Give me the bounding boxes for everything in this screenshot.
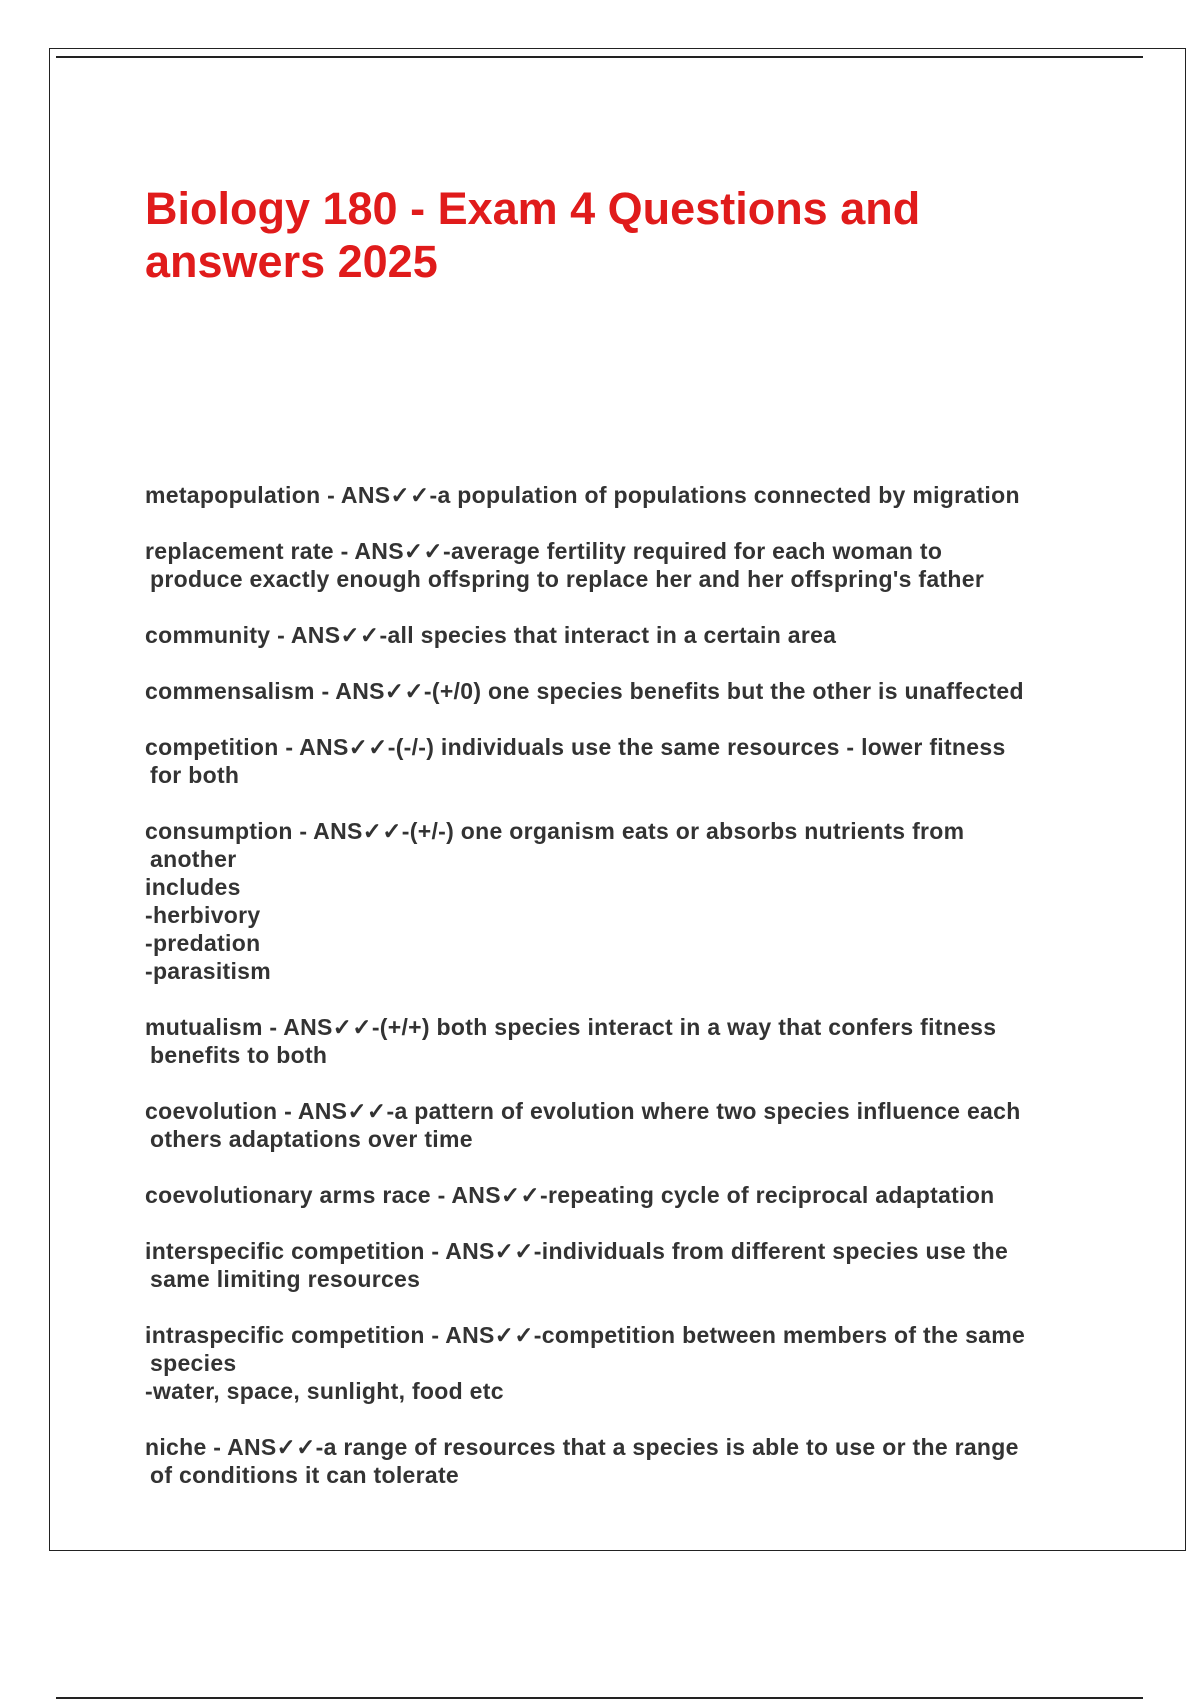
answer-marker: - ANS✓✓- bbox=[430, 1182, 548, 1208]
entry-definition: average fertility required for each woman to bbox=[450, 538, 943, 564]
entry-term: niche bbox=[145, 1434, 207, 1460]
entry-first-line bbox=[145, 817, 1095, 845]
entry-definition: repeating cycle of reciprocal adaptation bbox=[547, 1182, 995, 1208]
answer-marker: - ANS✓✓- bbox=[206, 1434, 324, 1460]
entry-list-line: -predation bbox=[145, 930, 261, 956]
answer-marker: - ANS✓✓- bbox=[292, 818, 410, 844]
entry-term: commensalism bbox=[145, 678, 315, 704]
answer-marker: - ANS✓✓- bbox=[424, 1322, 542, 1348]
answer-marker: - ANS✓✓- bbox=[314, 678, 432, 704]
entry-definition: (+/-) one organism eats or absorbs nutrients from bbox=[409, 818, 965, 844]
entry-definition: a pattern of evolution where two species influence each bbox=[394, 1098, 1021, 1124]
entry-first-line bbox=[145, 1321, 1095, 1349]
entry-first-line bbox=[145, 537, 1095, 565]
entry-definition-continued: of conditions it can tolerate bbox=[150, 1462, 460, 1488]
entry-term: mutualism bbox=[145, 1014, 263, 1040]
entry-definition: (+/0) one species benefits but the other is unaffected bbox=[431, 678, 1024, 704]
entry-first-line bbox=[145, 481, 1095, 509]
answer-marker: - ANS✓✓- bbox=[424, 1238, 542, 1264]
answer-marker: - ANS✓✓- bbox=[333, 538, 451, 564]
entry-definition-continued: benefits to both bbox=[150, 1042, 328, 1068]
qa-entry bbox=[145, 1237, 1095, 1293]
answer-marker: - ANS✓✓- bbox=[277, 1098, 395, 1124]
answer-marker: - ANS✓✓- bbox=[270, 622, 388, 648]
entry-first-line bbox=[145, 621, 1095, 649]
title-line-2: answers 2025 bbox=[145, 236, 438, 287]
qa-entry bbox=[145, 817, 1095, 985]
entry-first-line bbox=[145, 1097, 1095, 1125]
document-title bbox=[145, 182, 1045, 288]
answer-marker: - ANS✓✓- bbox=[278, 734, 396, 760]
entry-list-line: -parasitism bbox=[145, 958, 272, 984]
entry-term: community bbox=[145, 622, 271, 648]
entry-definition-continued: others adaptations over time bbox=[150, 1126, 473, 1152]
entry-first-line bbox=[145, 1433, 1095, 1461]
entry-definition: competition between members of the same bbox=[541, 1322, 1026, 1348]
entry-definition-continued: same limiting resources bbox=[150, 1266, 421, 1292]
qa-entry bbox=[145, 1181, 1095, 1209]
entry-definition: a population of populations connected by migration bbox=[437, 482, 1020, 508]
qa-entry bbox=[145, 1097, 1095, 1153]
entry-definition: all species that interact in a certain area bbox=[387, 622, 837, 648]
entry-first-line bbox=[145, 733, 1095, 761]
qa-entry bbox=[145, 481, 1095, 509]
bottom-rule bbox=[56, 1697, 1143, 1699]
entry-list-line: -herbivory bbox=[145, 902, 261, 928]
entry-definition: a range of resources that a species is able to use or the range bbox=[323, 1434, 1019, 1460]
entry-definition-continued: another bbox=[150, 846, 237, 872]
qa-entry bbox=[145, 1013, 1095, 1069]
qa-entry bbox=[145, 677, 1095, 705]
entry-term: competition bbox=[145, 734, 279, 760]
entry-term: replacement rate bbox=[145, 538, 334, 564]
entry-definition: (-/-) individuals use the same resources - lower fitness bbox=[395, 734, 1006, 760]
entry-definition-continued: species bbox=[150, 1350, 237, 1376]
entry-first-line bbox=[145, 1181, 1095, 1209]
entry-first-line bbox=[145, 1237, 1095, 1265]
entry-first-line bbox=[145, 1013, 1095, 1041]
qa-entry bbox=[145, 1321, 1095, 1405]
entry-term: metapopulation bbox=[145, 482, 321, 508]
entry-term: coevolutionary arms race bbox=[145, 1182, 431, 1208]
answer-marker: - ANS✓✓- bbox=[320, 482, 438, 508]
qa-list bbox=[145, 481, 1095, 1517]
entry-term: coevolution bbox=[145, 1098, 278, 1124]
qa-entry bbox=[145, 621, 1095, 649]
entry-term: intraspecific competition bbox=[145, 1322, 425, 1348]
entry-definition-continued: for both bbox=[150, 762, 240, 788]
qa-entry bbox=[145, 537, 1095, 593]
entry-definition: (+/+) both species interact in a way that confers fitness bbox=[379, 1014, 997, 1040]
entry-definition: individuals from different species use the bbox=[541, 1238, 1009, 1264]
qa-entry bbox=[145, 733, 1095, 789]
entry-list-line: -water, space, sunlight, food etc bbox=[145, 1378, 504, 1404]
top-rule bbox=[56, 56, 1143, 58]
qa-entry bbox=[145, 1433, 1095, 1489]
entry-list-line: includes bbox=[145, 874, 241, 900]
entry-term: interspecific competition bbox=[145, 1238, 425, 1264]
answer-marker: - ANS✓✓- bbox=[262, 1014, 380, 1040]
entry-first-line bbox=[145, 677, 1095, 705]
entry-definition-continued: produce exactly enough offspring to replace her and her offspring's father bbox=[150, 566, 985, 592]
entry-term: consumption bbox=[145, 818, 293, 844]
title-line-1: Biology 180 - Exam 4 Questions and bbox=[145, 183, 921, 234]
